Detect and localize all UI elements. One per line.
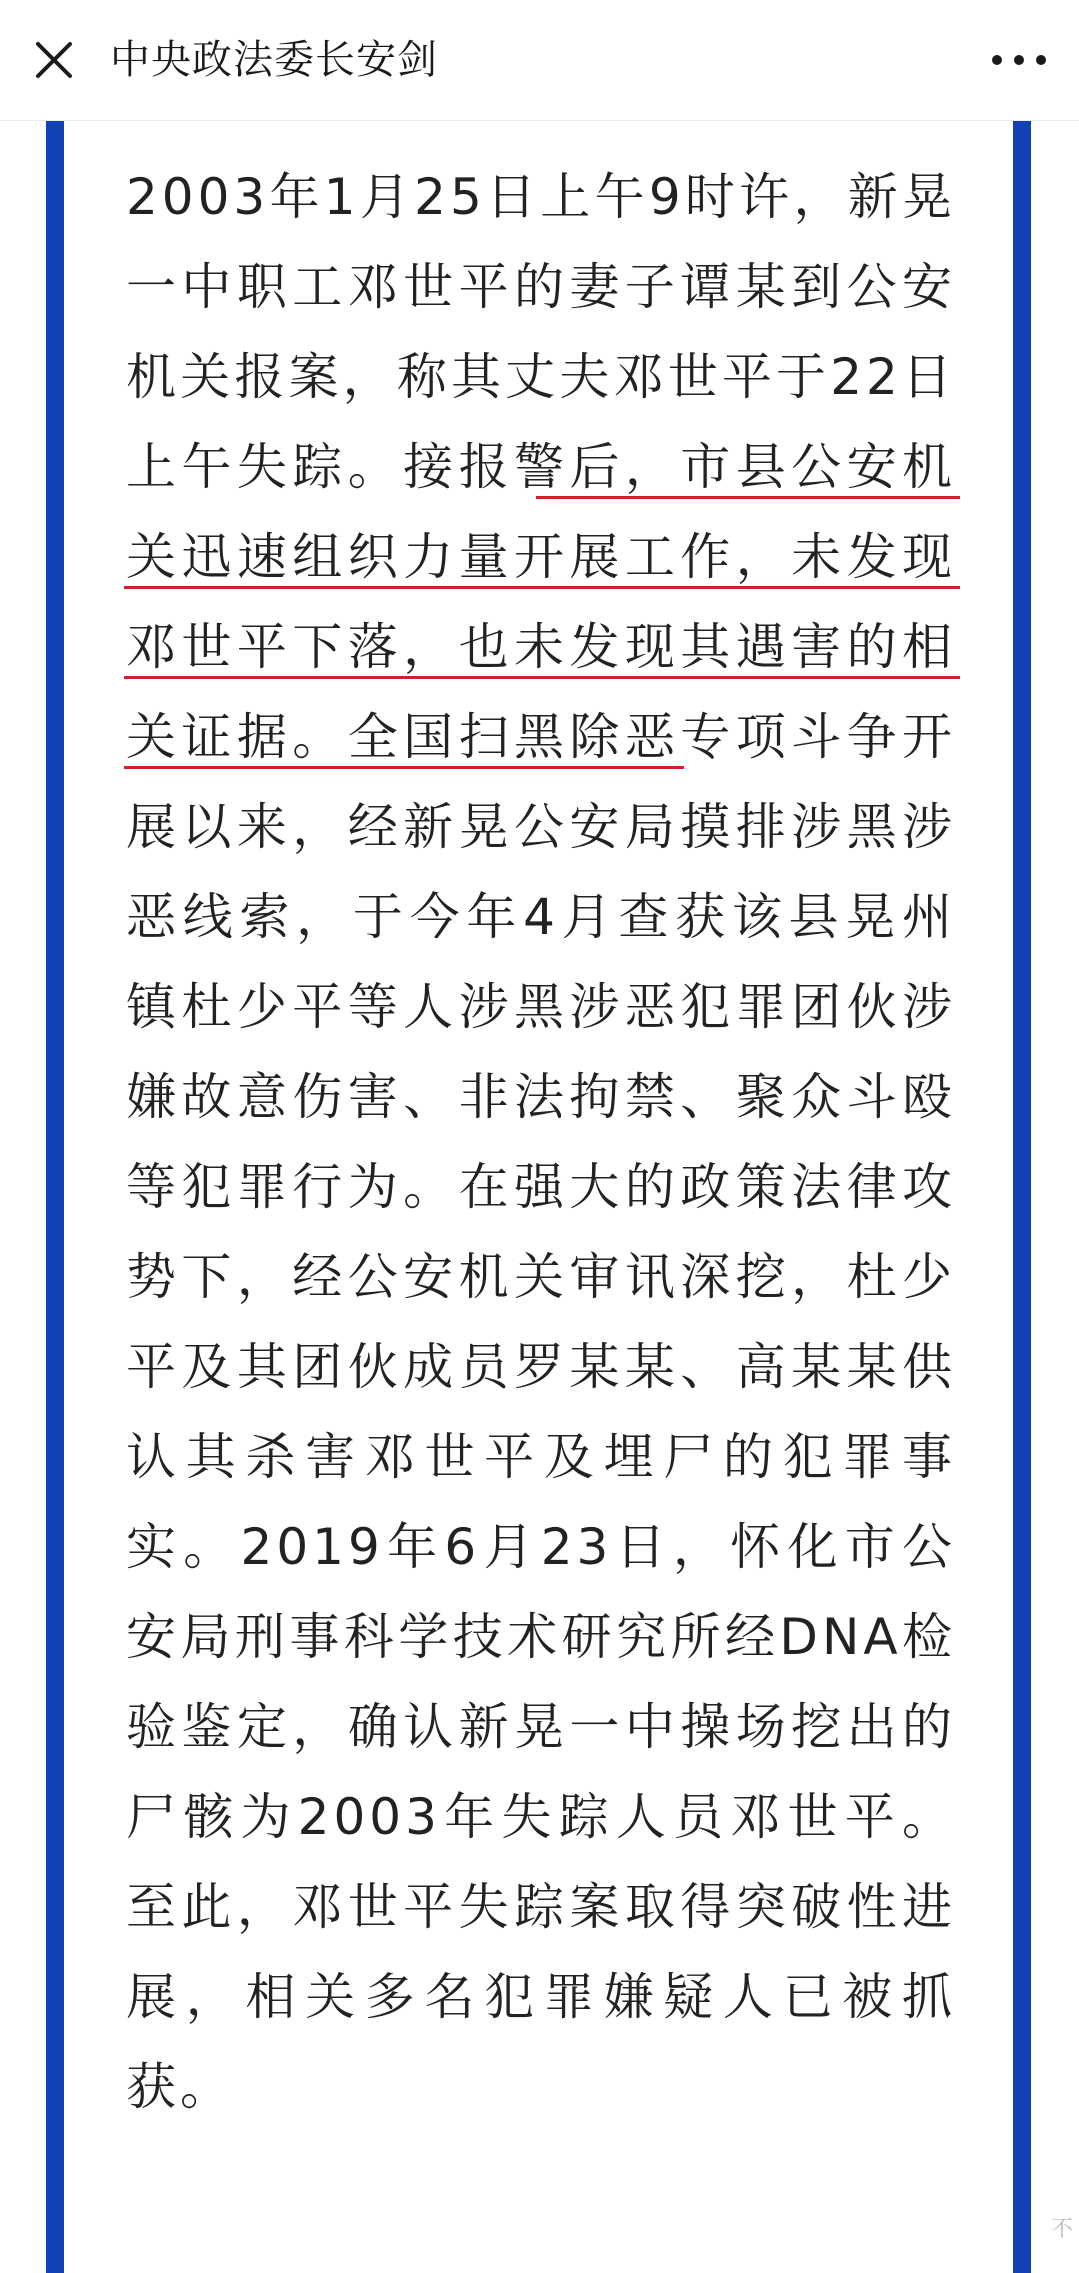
highlight-underline-1 bbox=[536, 496, 960, 499]
more-options-button[interactable] bbox=[983, 28, 1055, 92]
highlight-underline-4 bbox=[124, 766, 684, 769]
highlight-underline-3 bbox=[124, 676, 960, 679]
article-paragraph-part-2: 全国扫黑除恶专项斗争开展以来，经新晃公安局摸排涉黑涉恶线索，于今年4月查获该县晃州镇杜少平等人涉黑涉恶犯罪团伙涉嫌故意伤害、非法拘禁、聚众斗殴等犯罪行为。在强大的政策法律攻势下，经公安机关审讯深挖，杜少平及其团伙成员罗某某、高某某供认其杀害邓世平及埋尸的犯罪事实。2019年6月23日，怀化市公安局刑事科学技术研究所经DNA检验鉴定，确认新晃一中操场挖出的尸骸为2003年失踪人员邓世平。至此，邓世平失踪案取得突破性进展，相关多名犯罪嫌疑人已被抓获。 bbox=[126, 708, 957, 2116]
article-body bbox=[126, 152, 956, 2132]
highlight-underline-2 bbox=[124, 586, 960, 589]
highlighted-sentence: 接报警后，市县公安机关迅速组织力量开展工作，未发现邓世平下落，也未发现其遇害的相关证据。 bbox=[126, 438, 957, 766]
article-paragraph-part-1: 2003年1月25日上午9时许，新晃一中职工邓世平的妻子谭某到公安机关报案，称其丈夫邓世平于22日上午失踪。 bbox=[126, 168, 956, 496]
top-navigation-bar bbox=[0, 0, 1079, 121]
more-dots-icon bbox=[983, 28, 1055, 92]
close-button[interactable] bbox=[22, 28, 86, 92]
close-icon bbox=[22, 28, 86, 92]
page-title: 中央政法委长安剑 bbox=[110, 37, 438, 83]
watermark-text: 不 bbox=[1050, 2217, 1073, 2242]
